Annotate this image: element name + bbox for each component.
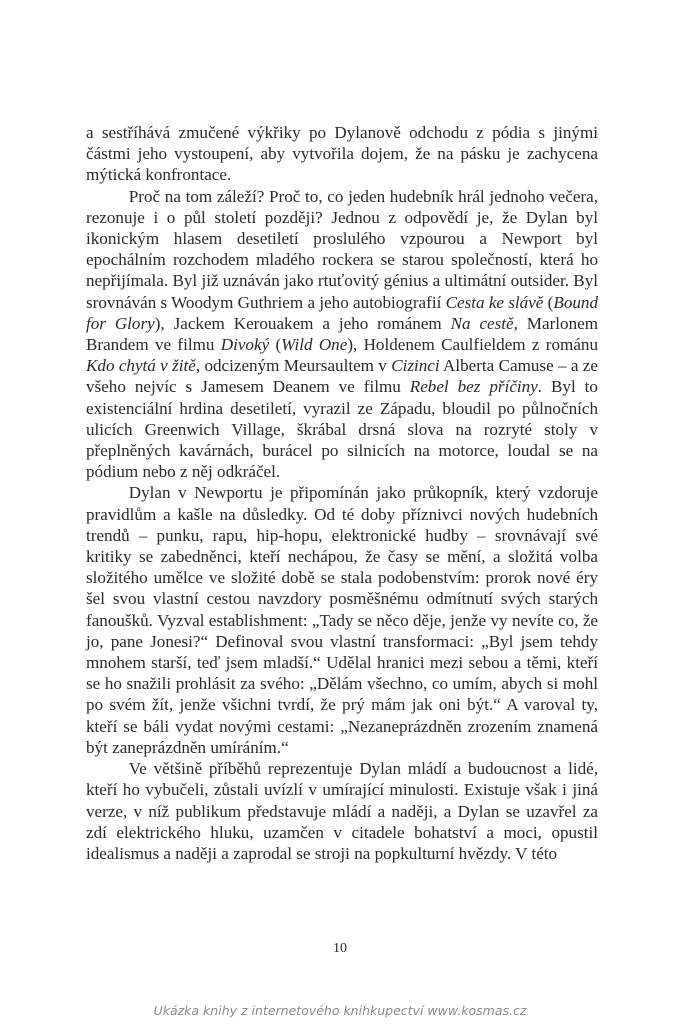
text-run: Proč na tom záleží? Proč to, co jeden hudebník hrál jednoho večera, rezonuje i o půl století později? Jednou z odpovědí je, že Dylan byl ikonickým hlasem desetiletí proslulého vzpourou a Newport byl epochálním rozchodem mladého rockera se starou společností, která ho nepřijímala. Byl již uznáván jako rtuťovitý génius a ultimátní outsider. Byl srovnáván s Woodym Guthriem a jeho autobiografií [86, 186, 598, 312]
paragraph [86, 482, 598, 758]
paragraph [86, 122, 598, 186]
italic-title: Bound for Glory [86, 292, 599, 333]
text-run: ), Holdenem Caulfieldem z románu [347, 335, 599, 355]
italic-title: Kdo chytá v žitě [86, 356, 196, 376]
text-run: a sestříhává zmučené výkřiky po Dylanově odchodu z pódia s jinými částmi jeho vystoupení, aby vytvořila dojem, že na pásku je zachycena mýtická konfrontace. [86, 123, 598, 185]
text-run: , odcizeným Meursaultem v [195, 356, 392, 376]
italic-title: Rebel bez příčiny [409, 377, 538, 397]
italic-title: Cizinci [391, 356, 440, 376]
page-number: 10 [333, 941, 347, 956]
page-body-text [86, 122, 598, 864]
italic-title: Wild One [281, 335, 348, 355]
text-run: ), Jackem Kerouakem a jeho románem [154, 313, 451, 333]
text-run: ( [543, 292, 554, 312]
italic-title: Divoký [220, 335, 270, 355]
footer-watermark: Ukázka knihy z internetového knihkupectví www.kosmas.cz [153, 1003, 527, 1018]
text-run: Ve většině příběhů reprezentuje Dylan mládí a budoucnost a lidé, kteří ho vybučeli, zůstali uvízlí v umírající minulosti. Existuje však i jiná verze, v níž publikum představuje mládí a naději, a Dylan se uzavřel za zdí elektrického hluku, uzamčen v citadele bohatství a moci, opustil idealismus a naději a zaprodal se stroji na popkulturní hvězdy. V této [86, 759, 598, 863]
text-run: , Marlonem Brandem ve filmu [86, 313, 598, 355]
text-run: Dylan v Newportu je připomínán jako průkopník, který vzdoruje pravidlům a kašle na důsledky. Od té doby příznivci nových hudebních trendů – punku, rapu, hip-hopu, elektronické hudby – srovnávají své kritiky se zabedněnci, kteří nechápou, že časy se mění, a složitá volba složitého umělce ve složité době se stala podobenstvím: prorok nové éry šel svou vlastní cestou navzdory posměšnému odmítnutí svých starých fanoušků. Vyzval establishment: „Tady se něco děje, jenže vy nevíte co, že jo, pane Jonesi?“ Definoval svou vlastní transformaci: „Byl jsem tehdy mnohem starší, teď jsem mladší.“ Udělal hranici mezi sebou a těmi, kteří se ho snažili prohlásit za svého: „Dělám všechno, co umím, abych si mohl po svém žít, jenže všichni tvrdí, že prý mám jak oni být.“ A varoval ty, kteří se báli vydat novými cestami: „Nezaneprázdněn zrozením znamená být zaneprázdněn umíráním.“ [86, 483, 598, 757]
text-run: . Byl to existenciální hrdina desetiletí, vyrazil ze Západu, bloudil po půlnočních ulicích Greenwich Village, škrábal drsná slova na rozryté stoly v přeplněných kavárnách, burácel po silnicích na motorce, loudal se na pódium nebo z něj odkráčel. [86, 377, 598, 482]
text-run: ( [269, 335, 282, 355]
italic-title: Cesta ke slávě [445, 292, 544, 312]
italic-title: Na cestě [450, 313, 514, 333]
text-run: Alberta Camuse – a ze všeho nejvíc s Jamesem Deanem ve filmu [86, 356, 598, 397]
paragraph [86, 758, 598, 864]
paragraph [86, 186, 598, 483]
